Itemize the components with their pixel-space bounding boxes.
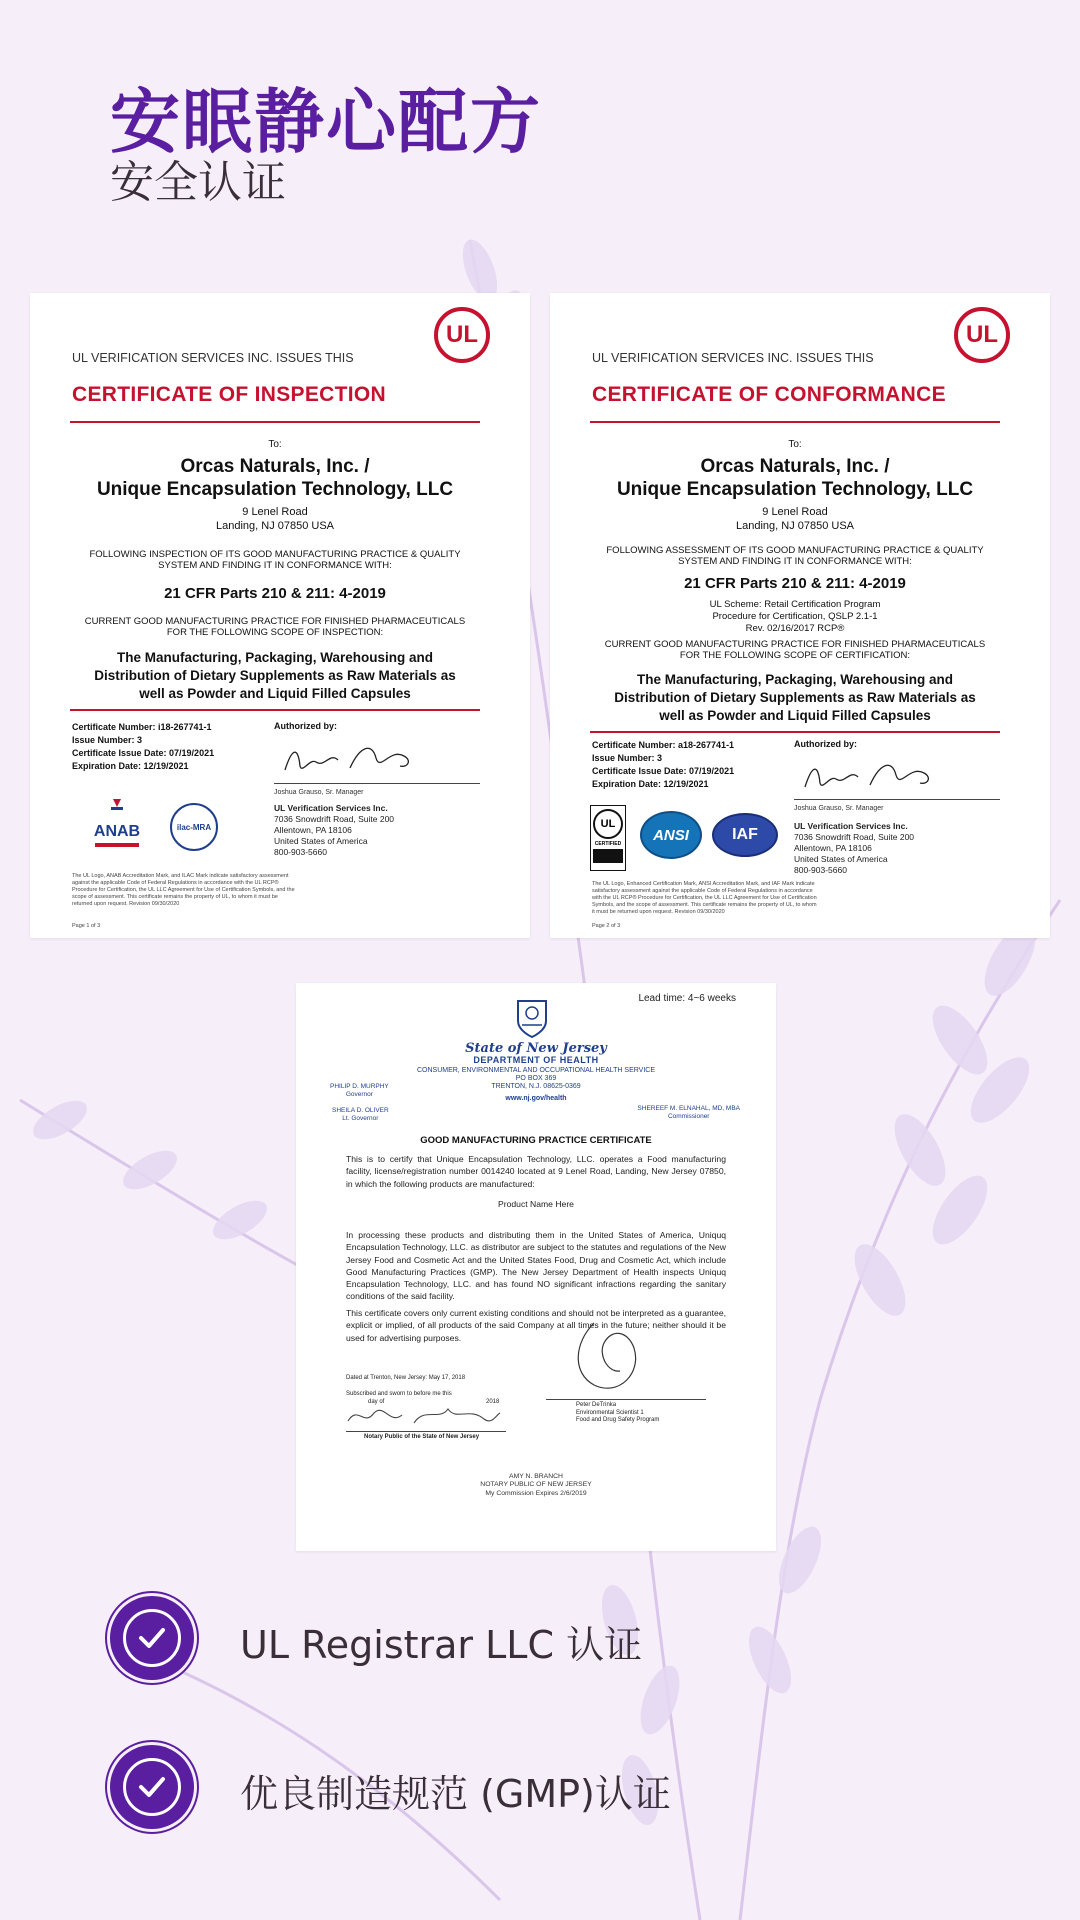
certificate-number: Certificate Number: i18-267741-1: [72, 722, 212, 732]
commissioner-block: [637, 1105, 740, 1121]
verification-services-address: [274, 803, 394, 858]
paragraph-3: This certificate covers only current existing conditions and should not be interpreted as a guarantee, explicit or implied, of all products of the said Company at all times in the future; neither should it be used for advertising purposes.: [346, 1308, 726, 1343]
vs-phone: 800-903-5660: [274, 847, 327, 857]
ul-certified-badge-icon: [590, 805, 626, 871]
lt-governor-title: Lt. Governor: [342, 1115, 379, 1122]
scheme-line-2: Procedure for Certification, QSLP 2.1-1: [712, 611, 878, 622]
commissioner-name: SHEREEF M. ELNAHAL, MD, MBA: [637, 1105, 740, 1112]
company-name-2: Unique Encapsulation Technology, LLC: [96, 479, 454, 500]
issuer-line: UL VERIFICATION SERVICES INC. ISSUES THIS: [72, 351, 354, 365]
nj-gmp-certificate[interactable]: [296, 983, 776, 1551]
certificate-meta: [72, 721, 214, 773]
divider: [70, 421, 480, 423]
ilac-mra-badge-icon: [170, 803, 218, 851]
certificate-of-inspection[interactable]: [30, 293, 530, 938]
notary-signature-icon: [344, 1401, 504, 1429]
scope-line-3: well as Powder and Liquid Filled Capsules: [139, 686, 411, 701]
issue-number: Issue Number: 3: [72, 735, 143, 745]
ilac-label: ilac-MRA: [176, 822, 212, 832]
following-line-2: SYSTEM AND FINDING IT IN CONFORMANCE WITH:: [158, 560, 392, 571]
divider: [590, 731, 1000, 733]
website-link[interactable]: www.nj.gov/health: [505, 1095, 567, 1102]
scope-line-2: Distribution of Dietary Supplements as Raw Materials as: [614, 690, 976, 705]
authorized-label: Authorized by:: [274, 721, 337, 731]
address-line-1: 9 Lenel Road: [762, 506, 828, 518]
feature-label-gmp: 优良制造规范 (GMP)认证: [240, 1772, 671, 1816]
signature-line: [274, 783, 480, 784]
product-name: Product Name Here: [498, 1199, 574, 1209]
scheme-line-3: Rev. 02/16/2017 RCP®: [745, 623, 845, 634]
following-line-1: FOLLOWING INSPECTION OF ITS GOOD MANUFACTURING PRACTICE & QUALITY: [89, 549, 461, 560]
page-number: Page 1 of 3: [72, 923, 101, 929]
ansi-label: ANSI: [653, 826, 689, 844]
lt-governor-block: [332, 1107, 389, 1123]
divider: [70, 709, 480, 711]
stamp-title: NOTARY PUBLIC OF NEW JERSEY: [480, 1481, 592, 1489]
expiration-date: Expiration Date: 12/19/2021: [592, 779, 709, 789]
stamp-expiry: My Commission Expires 2/6/2019: [485, 1489, 587, 1497]
state-name: State of New Jersey: [465, 1041, 607, 1056]
feature-badge-gmp: [110, 1745, 194, 1829]
scientist-title-1: Environmental Scientist 1: [576, 1409, 644, 1416]
vs-country: United States of America: [274, 836, 368, 846]
governor-name: PHILIP D. MURPHY: [330, 1083, 389, 1090]
notary-label: Notary Public of the State of New Jersey: [364, 1434, 480, 1440]
current-line-1: CURRENT GOOD MANUFACTURING PRACTICE FOR FINISHED PHARMACEUTICALS: [604, 639, 986, 650]
scope-line-1: The Manufacturing, Packaging, Warehousing and: [636, 672, 954, 687]
signature-line: [794, 799, 1000, 800]
iaf-badge-icon: [712, 813, 778, 857]
disclaimer: The UL Logo, Enhanced Certification Mark, ANSI Accreditation Mark, and IAF Mark indicate satisfactory assessment against the applicable Code of Federal Regulations in accordance with the UL RCP® Procedure for Certification, the UL LLC Agreement for Use of Certification Symbols, and the scope of assessment. This certificate remains the property of UL, to whom it must be returned upon request. Revision 09/30/2020: [592, 881, 817, 915]
issuer-line: UL VERIFICATION SERVICES INC. ISSUES THIS: [592, 351, 874, 365]
governor-title: Governor: [345, 1091, 373, 1098]
expiration-date: Expiration Date: 12/19/2021: [72, 761, 189, 771]
following-line-1: FOLLOWING ASSESSMENT OF ITS GOOD MANUFACTURING PRACTICE & QUALITY: [606, 545, 984, 556]
verification-services-address: [794, 821, 914, 876]
notary-signature-line: [346, 1431, 506, 1432]
city-line: TRENTON, N.J. 08625-0369: [491, 1083, 581, 1090]
page-number: Page 2 of 3: [592, 923, 621, 929]
po-box: PO BOX 369: [515, 1075, 557, 1082]
iaf-label: IAF: [732, 826, 758, 843]
to-label: To:: [788, 439, 802, 450]
vs-street: 7036 Snowdrift Road, Suite 200: [794, 832, 915, 842]
certificate-number: Certificate Number: a18-267741-1: [592, 740, 735, 750]
page-title: 安眠静心配方: [110, 81, 542, 163]
standard: 21 CFR Parts 210 & 211: 4-2019: [684, 575, 906, 592]
governor-block: [330, 1083, 389, 1099]
check-icon: [123, 1609, 181, 1667]
certificate-of-conformance[interactable]: [550, 293, 1050, 938]
lt-governor-name: SHEILA D. OLIVER: [332, 1107, 389, 1114]
feature-badge-ul: [110, 1596, 194, 1680]
following-line-2: SYSTEM AND FINDING IT IN CONFORMANCE WITH:: [678, 556, 912, 567]
ul-logo-icon: UL: [434, 307, 490, 363]
scope-line-2: Distribution of Dietary Supplements as Raw Materials as: [94, 668, 456, 683]
certificate-heading: CERTIFICATE OF INSPECTION: [72, 383, 386, 406]
nj-state-seal-icon: [512, 995, 552, 1039]
company-name-2: Unique Encapsulation Technology, LLC: [616, 479, 974, 500]
issue-number: Issue Number: 3: [592, 753, 663, 763]
scientist-signature-line: [546, 1399, 706, 1400]
issue-date: Certificate Issue Date: 07/19/2021: [72, 748, 215, 758]
vs-name: UL Verification Services Inc.: [274, 803, 388, 813]
anab-label: ANAB: [93, 823, 141, 840]
vs-country: United States of America: [794, 854, 888, 864]
divider: [590, 421, 1000, 423]
company-name-1: Orcas Naturals, Inc. /: [180, 456, 370, 477]
signer-name: Joshua Grauso, Sr. Manager: [274, 789, 364, 796]
standard: 21 CFR Parts 210 & 211: 4-2019: [164, 585, 386, 602]
anab-badge-icon: [85, 799, 149, 849]
certificate-meta: [592, 739, 734, 791]
official-signature-icon: [564, 1313, 654, 1393]
commissioner-title: Commissioner: [667, 1113, 710, 1120]
issue-date: Certificate Issue Date: 07/19/2021: [592, 766, 735, 776]
company-name-1: Orcas Naturals, Inc. /: [700, 456, 890, 477]
stamp-name: AMY N. BRANCH: [509, 1473, 563, 1480]
scope-line-1: The Manufacturing, Packaging, Warehousing and: [116, 650, 434, 665]
vs-name: UL Verification Services Inc.: [794, 821, 908, 831]
day-of-label: day of: [368, 1399, 385, 1405]
certificate-heading: CERTIFICATE OF CONFORMANCE: [592, 383, 946, 406]
disclaimer: The UL Logo, ANAB Accreditation Mark, and ILAC Mark indicate satisfactory assessment against the applicable Code of Federal Regulations in accordance with the UL RCP® Procedure for Certification, the UL LLC Agreement for Use of Certification Symbols, and the scope of assessment. This certificate remains the property of UL, to whom it must be returned upon request. Revision 09/30/2020: [72, 873, 295, 907]
address-line-2: Landing, NJ 07850 USA: [215, 520, 335, 532]
vs-city: Allentown, PA 18106: [794, 843, 872, 853]
paragraph-2: In processing these products and distributing them in the United States of America, Uniquq Encapsulation Technology, LLC. as distributor are subject to the statutes and regulations of the New Jersey Food and Cosmetic Act and the United States Food, Drug and Cosmetic Act, which include Good Manufacturing Practices (GMP). The New Jersey Department of Health inspects Uniquq Encapsulation Technology, LLC. and has found NO significant infractions regarding the sanitary conditions of the said facility.: [346, 1230, 726, 1302]
notary-stamp: [416, 1473, 656, 1498]
scientist-title-2: Food and Drug Safety Program: [576, 1417, 660, 1423]
to-label: To:: [268, 439, 282, 450]
signature-icon: [800, 755, 940, 795]
authorized-label: Authorized by:: [794, 739, 857, 749]
current-line-2: FOR THE FOLLOWING SCOPE OF INSPECTION:: [166, 627, 384, 638]
signature-icon: [280, 738, 420, 778]
paragraph-1: This is to certify that Unique Encapsulation Technology, LLC. operates a Food manufacturing facility, license/registration number 0014240 located at 9 Lenel Road, Landing, New Jersey 07850, in which the following products are manufactured:: [346, 1154, 726, 1189]
feature-label-ul: UL Registrar LLC 认证: [240, 1623, 643, 1667]
dated-line: Dated at Trenton, New Jersey: May 17, 2018: [346, 1375, 466, 1381]
scope-line-3: well as Powder and Liquid Filled Capsules: [659, 708, 931, 723]
address-line-1: 9 Lenel Road: [242, 506, 308, 518]
current-line-1: CURRENT GOOD MANUFACTURING PRACTICE FOR FINISHED PHARMACEUTICALS: [84, 616, 466, 627]
scheme-line-1: UL Scheme: Retail Certification Program: [709, 599, 881, 610]
ul-logo-icon: UL: [954, 307, 1010, 363]
year-label: 2018: [486, 1399, 500, 1405]
address-line-2: Landing, NJ 07850 USA: [735, 520, 855, 532]
current-line-2: FOR THE FOLLOWING SCOPE OF CERTIFICATION:: [679, 650, 911, 661]
signer-name: Joshua Grauso, Sr. Manager: [794, 805, 884, 812]
page-subtitle: 安全认证: [110, 157, 286, 208]
certificate-title: GOOD MANUFACTURING PRACTICE CERTIFICATE: [420, 1135, 652, 1146]
subscribed-line: Subscribed and sworn to before me this: [346, 1391, 452, 1397]
service-name: CONSUMER, ENVIRONMENTAL AND OCCUPATIONAL HEALTH SERVICE: [416, 1067, 656, 1074]
vs-phone: 800-903-5660: [794, 865, 847, 875]
check-icon: [123, 1758, 181, 1816]
scientist-name: Peter DeTrinka: [576, 1402, 617, 1408]
ul-badge-mark: UL: [593, 809, 623, 839]
ansi-badge-icon: [640, 811, 702, 859]
vs-city: Allentown, PA 18106: [274, 825, 352, 835]
lead-time-label: Lead time: 4~6 weeks: [638, 993, 736, 1004]
ul-badge-sub: CERTIFIED: [594, 841, 622, 847]
department-name: DEPARTMENT OF HEALTH: [473, 1055, 599, 1065]
scientist-block: [576, 1402, 659, 1425]
vs-street: 7036 Snowdrift Road, Suite 200: [274, 814, 395, 824]
